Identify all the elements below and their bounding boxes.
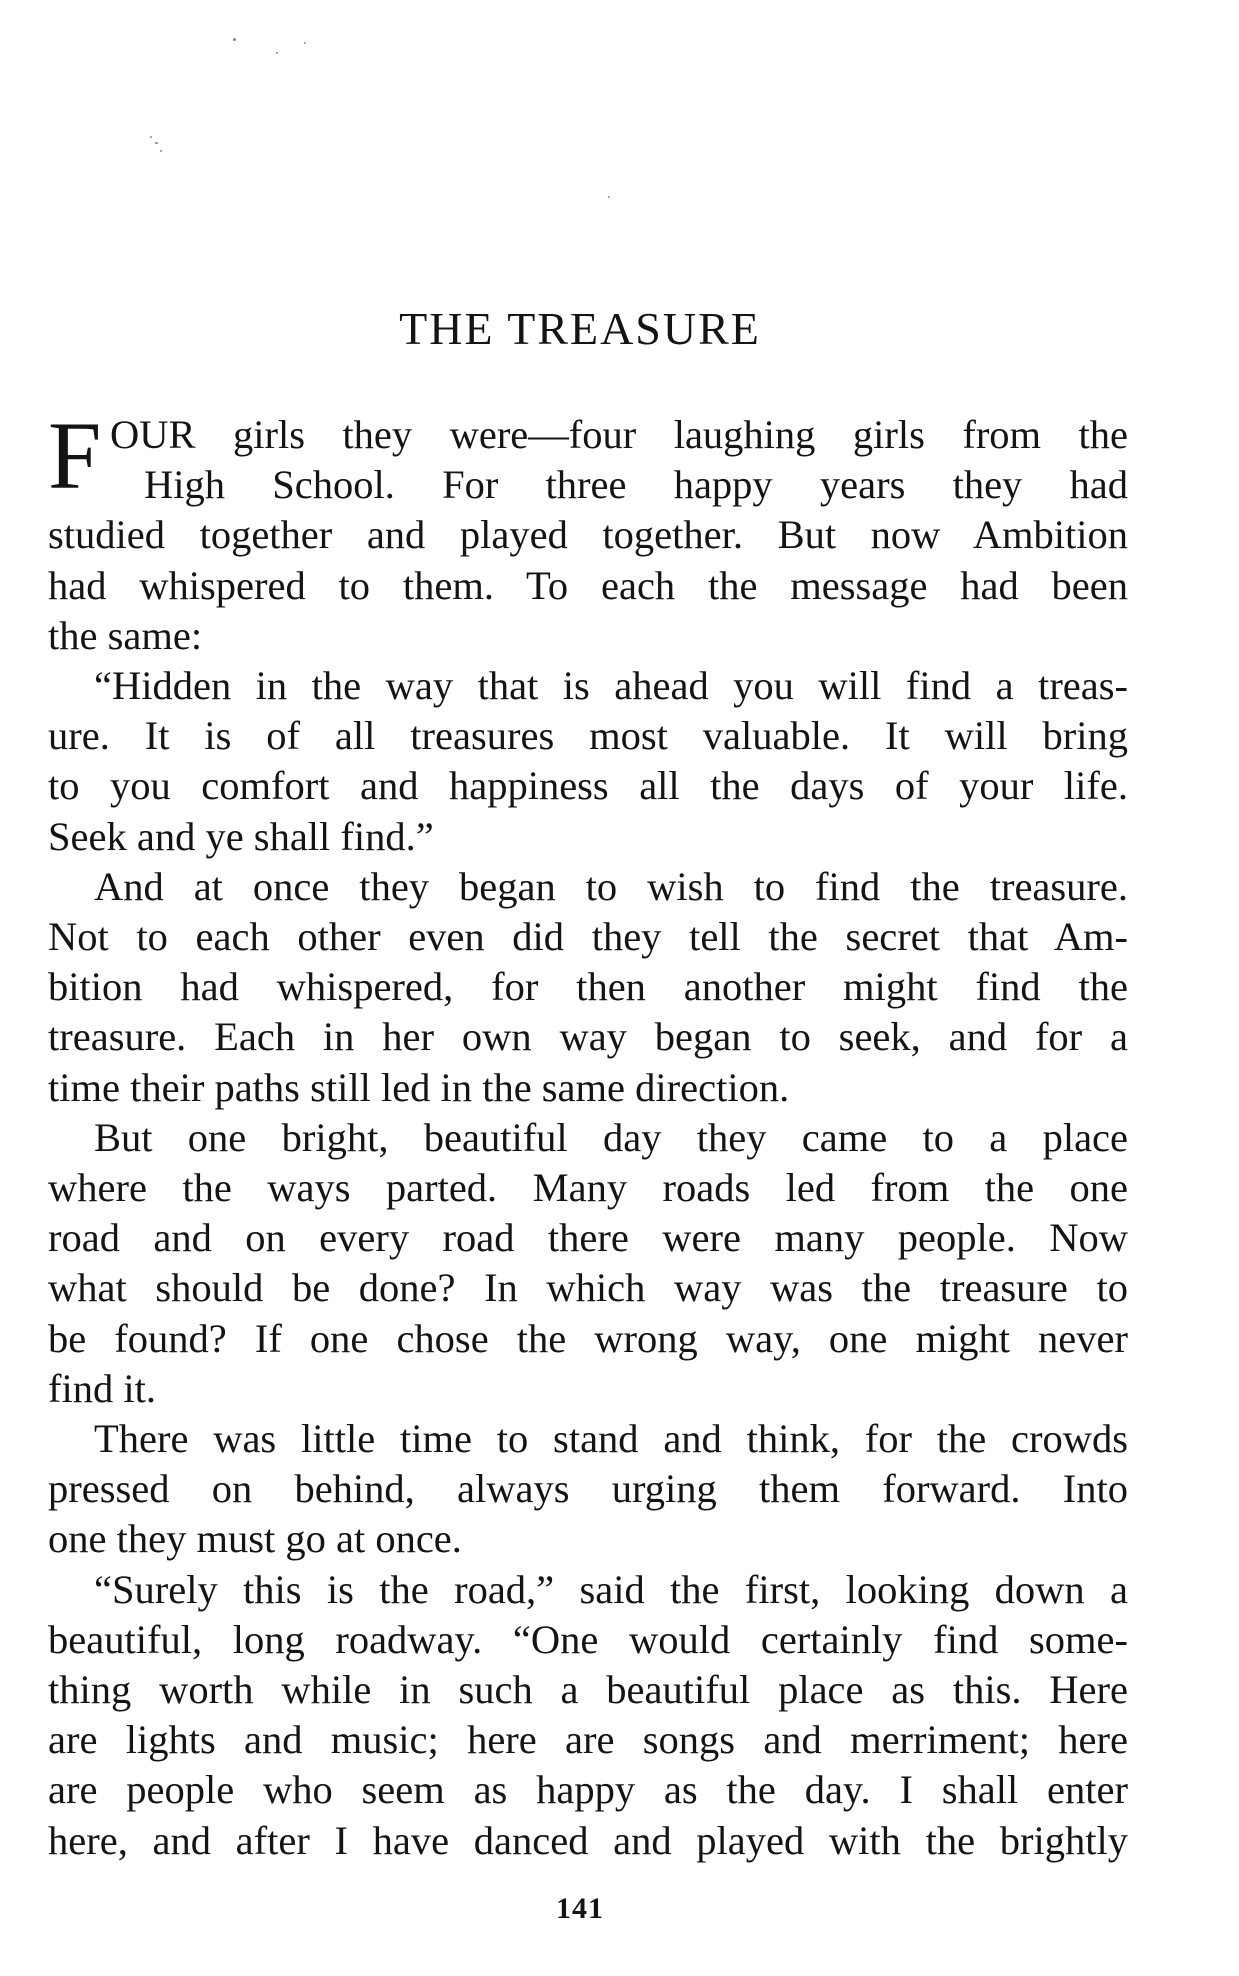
text-line: road and on every road there were many people. Now [48,1215,1128,1261]
drop-cap: F [48,402,102,509]
paragraph-2 [48,661,1128,862]
text-line: “Hidden in the way that is ahead you will find a treas- [94,663,1128,709]
text-line: OUR girls they were—four laughing girls from the [110,412,1128,457]
paragraph-1 [48,402,1128,661]
text-line: But one bright, beautiful day they came to a place [94,1114,1128,1160]
text-line: the same: [48,612,203,658]
scan-speck [304,42,306,44]
text-line: here, and after I have danced and played with the brightly [48,1817,1128,1863]
text-line: High School. For three happy years they had [144,462,1128,508]
text-line: studied together and played together. But now Ambition [48,512,1128,558]
text-line: are people who seem as happy as the day. I shall enter [48,1767,1128,1813]
scan-speck [276,52,278,54]
text-line: what should be done? In which way was the treasure to [48,1265,1128,1311]
text-line: beautiful, long roadway. “One would certainly find some- [48,1616,1128,1662]
text-line: be found? If one chose the wrong way, one might never [48,1315,1128,1361]
scan-speck [150,136,152,138]
text-line: are lights and music; here are songs and merriment; here [48,1717,1128,1763]
text-line: Not to each other even did they tell the secret that Am- [48,914,1128,960]
paragraph-6 [48,1565,1128,1866]
scan-speck [608,196,610,198]
text-line: to you comfort and happiness all the days of your life. [48,763,1128,809]
text-line: time their paths still led in the same direction. [48,1064,790,1110]
scan-speck [155,142,158,144]
text-line: And at once they began to wish to find the treasure. [94,863,1128,909]
text-line: thing worth while in such a beautiful place as this. Here [48,1667,1128,1713]
paragraph-5 [48,1414,1128,1565]
body-text [48,402,1128,1866]
text-line: “Surely this is the road,” said the first, looking down a [94,1566,1128,1612]
paragraph-4 [48,1113,1128,1414]
text-line: There was little time to stand and think, for the crowds [94,1416,1128,1462]
text-line: pressed on behind, always urging them forward. Into [48,1466,1128,1512]
text-line: bition had whispered, for then another might find the [48,964,1128,1010]
text-line: ure. It is of all treasures most valuable. It will bring [48,713,1128,759]
page-number: 141 [556,1892,604,1925]
text-line: one they must go at once. [48,1516,462,1562]
text-line: find it. [48,1365,156,1411]
chapter-title: THE TREASURE [399,303,761,354]
text-line: had whispered to them. To each the message had been [48,562,1128,608]
text-line: Seek and ye shall find.” [48,813,434,859]
scan-speck [160,150,162,152]
scan-speck [233,38,236,41]
paragraph-3 [48,862,1128,1113]
text-line: where the ways parted. Many roads led from the one [48,1165,1128,1211]
text-line: treasure. Each in her own way began to seek, and for a [48,1014,1128,1060]
